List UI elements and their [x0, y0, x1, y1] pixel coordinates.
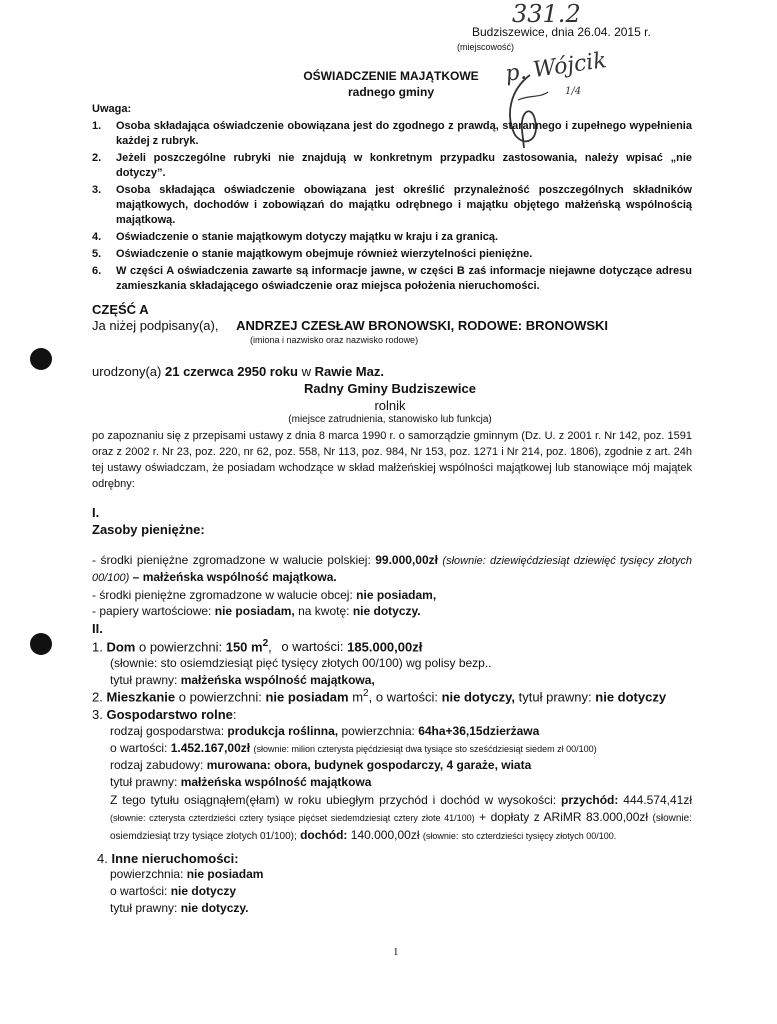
farm-type-line	[110, 724, 539, 738]
farm-value-prefix: o wartości:	[110, 741, 168, 755]
section-1-title: Zasoby pieniężne:	[92, 522, 205, 537]
note-item: 4. Oświadczenie o stanie majątkowym dotyczy majątku w kraju i za granicą.	[92, 231, 499, 243]
farm-area: 64ha+36,15dzierżawa	[418, 724, 540, 738]
punch-hole-bottom	[30, 633, 52, 655]
cash-pln-value: 99.000,00zł	[375, 553, 438, 567]
born-in: w	[301, 364, 311, 379]
note-item: 1. Osoba składająca oświadczenie obowiązana jest do zgodnego z prawdą, starannego i zupełnego wypełnienia każdej z rubryk.	[92, 120, 692, 147]
document-title: OŚWIADCZENIE MAJĄTKOWE	[303, 69, 479, 83]
other-value-prefix: o wartości:	[110, 884, 168, 898]
born-prefix: urodzony(a)	[92, 364, 162, 379]
page-number: 1	[393, 946, 399, 958]
other-line	[97, 851, 239, 866]
statement-paragraph: po zapoznaniu się z przepisami ustawy z dnia 8 marca 1990 r. o samorządzie gminnym (Dz. U. z 2001 r. Nr 142, poz. 1591 oraz z 2002 r. Nr 23, poz. 220, nr 62, poz. 558, Nr 113, poz. 984, Nr 153, poz. 1271 i Nr 214, poz. 1806), zgodnie z art. 24h tej ustawy oświadczam, że posiadam wchodzące w skład małżeńskiej wspólności majątkowej lub stanowiące mój majątek odrębny:	[92, 430, 692, 490]
house-area: 150 m	[225, 639, 263, 655]
income-words: (słownie: czterysta czterdzieści cztery tysiące pięćset siedemdziesiąt cztery złote 41/100)	[110, 813, 475, 823]
farm-num: 3.	[92, 707, 103, 722]
flat-label: Mieszkanie	[106, 689, 176, 705]
place-date: Budziszewice, dnia 26.04. 2015 r.	[472, 25, 651, 39]
born-place: Rawie Maz.	[314, 364, 384, 379]
arimr-value: 83.000,00zł	[586, 810, 649, 824]
born-date: 21 czerwca 2950 roku	[165, 364, 298, 379]
farm-build-prefix: rodzaj zabudowy:	[110, 758, 204, 772]
other-title-prefix: tytuł prawny:	[110, 901, 178, 915]
notes-list	[92, 119, 692, 294]
farm-build: murowana: obora, budynek gospodarczy, 4 garaże, wiata	[206, 758, 532, 772]
flat-area: nie posiadam	[265, 689, 349, 705]
house-value-prefix: o wartości:	[281, 639, 344, 655]
flat-title-prefix: tytuł prawny:	[518, 689, 592, 705]
position-line-2: rolnik	[374, 398, 406, 413]
flat-value: nie dotyczy,	[441, 689, 516, 705]
farm-build-line	[110, 758, 531, 772]
section-2-roman: II.	[92, 621, 103, 636]
signer-name: ANDRZEJ CZESŁAW BRONOWSKI, RODOWE: BRONOWSKI	[236, 318, 609, 333]
handwritten-doc-number: 331.2	[512, 0, 581, 28]
farm-type-prefix: rodzaj gospodarstwa:	[110, 724, 225, 738]
flat-line	[92, 688, 666, 704]
house-title: małżeńska wspólność majątkowa,	[180, 673, 375, 687]
dochod-words-1: (słownie:	[422, 831, 459, 841]
cash-foreign-value: nie posiadam,	[356, 588, 437, 602]
cash-pln-status: małżeńska wspólność majątkowa.	[142, 570, 337, 584]
document-subtitle: radnego gminy	[347, 85, 434, 99]
other-value: nie dotyczy	[170, 884, 237, 898]
signer-caption: (imiona i nazwisko oraz nazwisko rodowe)	[250, 335, 419, 345]
house-area-prefix: o powierzchni:	[138, 639, 223, 655]
house-words: (słownie: sto osiemdziesiąt pięć tysięcy złotych 00/100) wg polisy bezp..	[110, 656, 492, 670]
other-title: nie dotyczy.	[180, 901, 249, 915]
other-area: nie posiadam	[186, 867, 264, 881]
arimr-prefix: ARiMR	[543, 810, 582, 824]
dochod-value: 140.000,00zł	[350, 828, 420, 842]
section-1-roman: I.	[92, 505, 100, 520]
farm-value: 1.452.167,00zł	[170, 741, 251, 755]
notes-heading: Uwaga:	[92, 103, 132, 115]
cash-foreign-prefix: - środki pieniężne zgromadzone w walucie obcej:	[92, 588, 353, 602]
farm-income-paragraph	[110, 792, 692, 845]
house-value: 185.000,00zł	[347, 639, 423, 655]
flat-unit: m	[352, 689, 364, 705]
cash-pln-entry	[92, 552, 692, 586]
cash-pln-prefix: - środki pieniężne zgromadzone w walucie polskiej:	[92, 553, 371, 567]
securities-prefix: - papiery wartościowe:	[92, 604, 212, 618]
other-area-prefix: powierzchnia:	[110, 867, 184, 881]
flat-title: nie dotyczy	[595, 689, 667, 705]
house-title-prefix: tytuł prawny:	[110, 673, 178, 687]
income-value: 444.574,41zł	[623, 793, 692, 807]
cash-foreign-entry	[92, 588, 436, 602]
note-item: 3. Osoba składająca oświadczenie obowiązana jest określić przynależność poszczególnych składników majątkowych, dochodów i zobowiązań do majątku odrębnego i majątku objętego małżeńską wspólnością majątkową.	[92, 184, 692, 226]
farm-label: Gospodarstwo rolne	[106, 707, 233, 722]
note-item: 6. W części A oświadczenia zawarte są informacje jawne, w części B zaś informacje niejawne dotyczące adresu zamieszkania składającego oświadczenie oraz miejsca położenia nieruchomości.	[92, 265, 692, 292]
part-a-heading: CZĘŚĆ A	[92, 302, 149, 317]
house-area-superscript: 2	[262, 638, 269, 649]
farm-title-line	[110, 775, 371, 789]
securities-value: nie posiadam,	[214, 604, 295, 618]
signer-line	[92, 318, 608, 333]
farm-value-line	[110, 741, 597, 755]
income-label: przychód:	[561, 793, 619, 807]
position-caption: (miejsce zatrudnienia, stanowisko lub funkcja)	[288, 414, 492, 425]
other-label: Inne nieruchomości:	[111, 851, 239, 866]
farm-area-prefix: powierzchnia:	[341, 724, 415, 738]
farm-value-words: (słownie: milion czterysta pięćdziesiąt dwa tysiące sto sześćdziesiąt siedem zł 00/100)	[253, 744, 597, 754]
house-title-line	[110, 673, 375, 687]
securities-amount: nie dotyczy.	[352, 604, 421, 618]
flat-unit-superscript: 2	[363, 688, 369, 699]
handwritten-stamp-text: p. Wójcik	[503, 48, 609, 87]
position-line-1: Radny Gminy Budziszewice	[304, 381, 476, 396]
house-line: 1. Dom o powierzchni: 150 $m^2$, o wartości: 185.000,00zł	[92, 638, 423, 655]
house-label: Dom	[106, 639, 136, 655]
handwritten-mark: 1/4	[565, 86, 582, 97]
dochod-words-2: sto czterdzieści tysięcy złotych 00/100.	[461, 831, 617, 841]
income-plus: + dopłaty z	[479, 810, 540, 824]
dochod-label: dochód:	[300, 828, 348, 842]
cash-pln-words: (słownie: dziewięćdziesiąt dziewięć tysięcy złotych 00/100)	[92, 555, 692, 584]
income-line-prefix: Z tego tytułu osiągnąłem(ęłam) w roku ubiegłym przychód i dochód w wysokości:	[110, 793, 557, 807]
cash-pln-dash: –	[132, 570, 140, 584]
note-item: 2. Jeżeli poszczególne rubryki nie znajdują w konkretnym przypadku zastosowania, należy wpisać „nie dotyczy”.	[92, 152, 692, 179]
farm-line: 3. Gospodarstwo rolne:	[92, 707, 237, 722]
punch-hole-top	[30, 348, 52, 370]
place-caption: (miejscowość)	[457, 42, 515, 52]
other-value-line	[110, 884, 236, 898]
farm-type: produkcja roślinna,	[227, 724, 339, 738]
flat-area-prefix: o powierzchni:	[178, 689, 262, 705]
securities-entry	[92, 604, 421, 618]
securities-amount-prefix: na kwotę:	[298, 604, 350, 618]
other-num: 4.	[97, 851, 108, 866]
arimr-words: (słownie: osiemdziesiąt trzy tysiące złotych 01/100);	[110, 813, 692, 842]
farm-title-prefix: tytuł prawny:	[110, 775, 178, 789]
other-title-line	[110, 901, 249, 915]
flat-value-prefix: , o wartości:	[368, 689, 438, 705]
born-line	[92, 364, 384, 379]
signer-prefix: Ja niżej podpisany(a),	[92, 318, 219, 333]
flat-num: 2.	[92, 689, 103, 705]
house-num: 1.	[92, 639, 103, 655]
other-area-line	[110, 867, 263, 881]
note-item: 5. Oświadczenie o stanie majątkowym obejmuje również wierzytelności pieniężne.	[92, 248, 533, 260]
farm-title: małżeńska wspólność majątkowa	[180, 775, 372, 789]
